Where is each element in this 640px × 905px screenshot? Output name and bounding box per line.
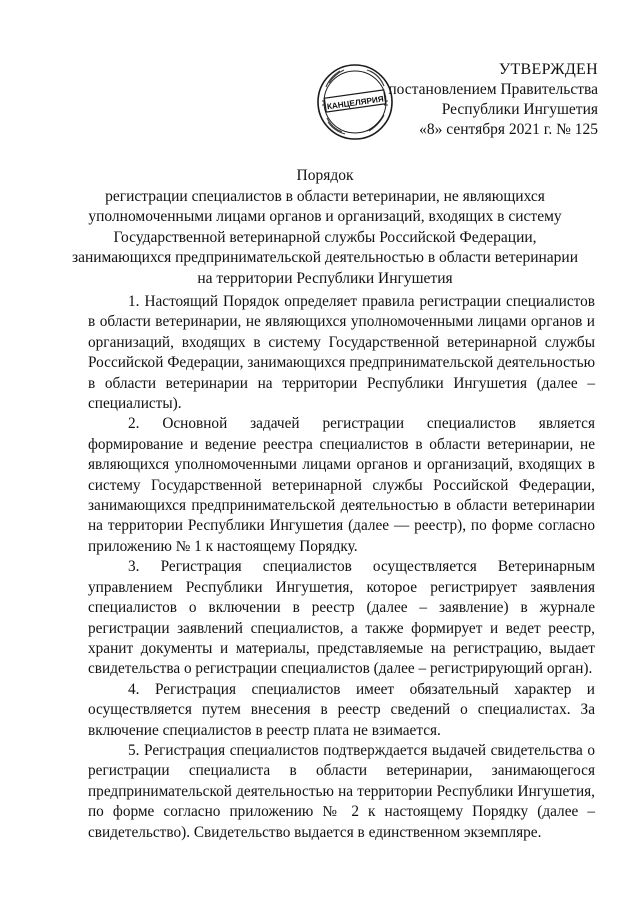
paragraph-3: 3. Регистрация специалистов осуществляется Ветеринарным управлением Республики Ингушетия, которое регистрирует заявления специалистов о включении в реестр (далее – заявление) в журнале регистрации заявлений специалистов, а также формирует и ведет реестр, хранит документы и материалы, представляемые на регистрацию, выдает свидетельства о регистрации специалистов (далее – регистрирующий орган). bbox=[88, 558, 595, 678]
title-line-2: уполномоченными лицами органов и организаций, входящих в систему bbox=[88, 208, 562, 225]
paragraph-4: 4. Регистрация специалистов имеет обязательный характер и осуществляется путем внесения в реестр сведений о специалистах. За включение специалистов в реестр плата не взимается. bbox=[88, 680, 595, 739]
approval-line-2: Республики Ингушетия bbox=[441, 101, 598, 118]
approval-line-3: «8» сентября 2021 г. № 125 bbox=[419, 121, 598, 138]
approval-line-1: постановлением Правительства bbox=[388, 81, 598, 98]
title-heading: Порядок bbox=[296, 167, 354, 184]
document-title bbox=[70, 166, 580, 289]
paragraph-2: 2. Основной задачей регистрации специалистов является формирование и ведение реестра специалистов в области ветеринарии, не являющихся уполномоченными лицами органов и организаций, входящих в систему Государственной ветеринарной службы Российской Федерации, занимающихся предпринимательской деятельностью в области ветеринарии на территории Республики Ингушетия (далее — реестр), по форме согласно приложению № 1 к настоящему Порядку. bbox=[88, 415, 595, 555]
title-line-1: регистрации специалистов в области ветеринарии, не являющихся bbox=[105, 187, 545, 205]
paragraph-5: 5. Регистрация специалистов подтверждается выдачей свидетельства о регистрации специалиста в области ветеринарии, занимающегося предпринимательской деятельностью на территории Республики Ингушетия, по форме согласно приложению № 2 к настоящему Порядку (далее – свидетельство). Свидетельство выдается в единственном экземпляре. bbox=[88, 741, 595, 841]
approval-heading: УТВЕРЖДЕН bbox=[498, 61, 598, 78]
title-line-3: Государственной ветеринарной службы Российской Федерации, bbox=[113, 228, 537, 246]
title-line-5: на территории Республики Ингушетия bbox=[197, 269, 453, 287]
document-body bbox=[88, 292, 595, 843]
stamp-center-label: КАНЦЕЛЯРИЯ bbox=[326, 94, 385, 112]
office-seal-stamp bbox=[316, 63, 394, 141]
title-line-4: занимающихся предпринимательской деятельностью в области ветеринарии bbox=[71, 249, 579, 266]
paragraph-1: 1. Настоящий Порядок определяет правила регистрации специалистов в области ветеринарии, не являющихся уполномоченными лицами органов и организаций, входящих в систему Государственной ветеринарной службы Российской Федерации, занимающихся предпринимательской деятельностью в области ветеринарии на территории Республики Ингушетия (далее – специалисты). bbox=[88, 293, 595, 413]
